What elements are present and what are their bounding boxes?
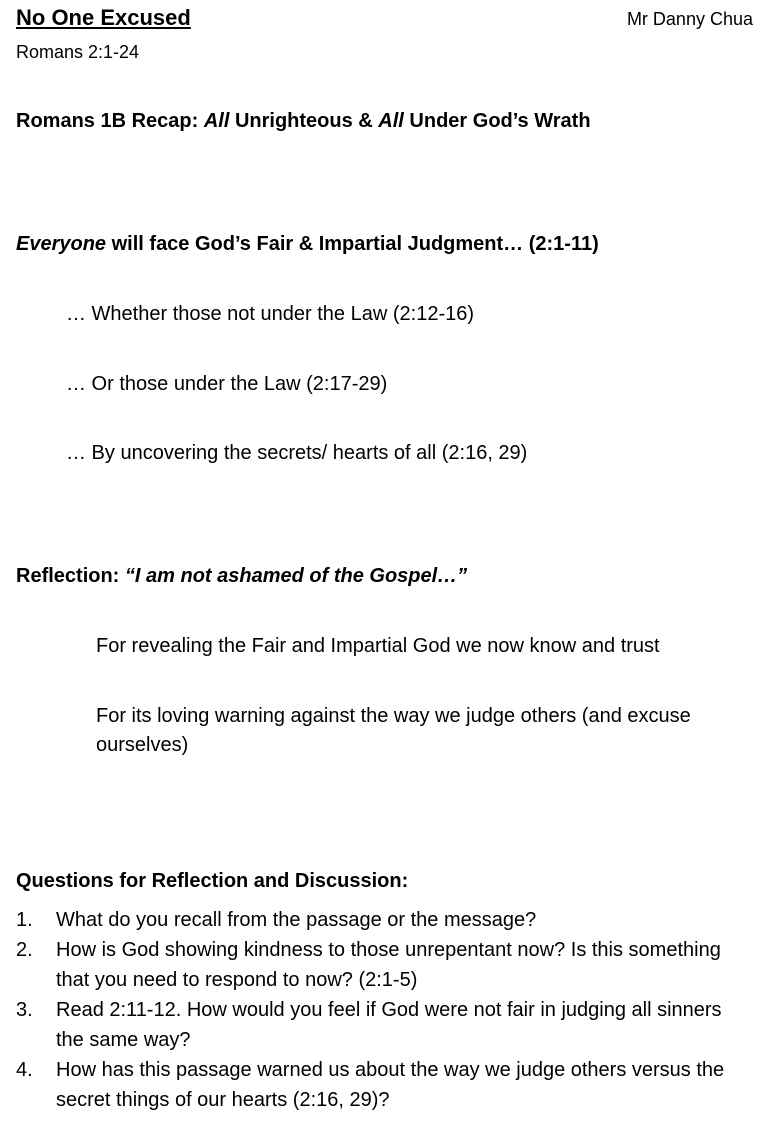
question-text: How is God showing kindness to those unrepentant now? Is this something that you need to respond to now? (2:1-5) [56, 939, 721, 991]
question-item [16, 935, 746, 995]
question-text: Read 2:11-12. How would you feel if God were not fair in judging all sinners the same way? [56, 999, 722, 1051]
recap-prefix: Romans 1B Recap: [16, 110, 204, 132]
reflection-item: For its loving warning against the way we judge others (and excuse ourselves) [96, 705, 691, 756]
judgment-everyone: Everyone [16, 233, 107, 255]
reflection-quote: “I am not ashamed of the Gospel…” [124, 565, 468, 587]
recap-all-second: All [378, 110, 404, 132]
recap-all-first: All [203, 110, 230, 132]
passage-reference: Romans 2:1-24 [16, 42, 140, 62]
page-title: No One Excused [16, 5, 191, 30]
question-item [16, 905, 746, 935]
reflection-label: Reflection: [16, 565, 125, 587]
reflection-item: For revealing the Fair and Impartial God we now know and trust [96, 635, 660, 657]
judgment-rest: will face God’s Fair & Impartial Judgment… (2:1-11) [106, 233, 599, 255]
question-number: 2. [16, 939, 33, 961]
judgment-point: … By uncovering the secrets/ hearts of all (2:16, 29) [66, 442, 528, 464]
author-name: Mr Danny Chua [626, 9, 753, 29]
question-item [16, 1055, 746, 1115]
question-number: 4. [16, 1059, 33, 1081]
recap-middle: Unrighteous & [229, 110, 379, 132]
questions-list [16, 905, 746, 1115]
question-text: How has this passage warned us about the way we judge others versus the secret things of our hearts (2:16, 29)? [56, 1059, 725, 1111]
question-text: What do you recall from the passage or the message? [56, 909, 537, 931]
question-number: 3. [16, 999, 33, 1021]
question-item [16, 995, 746, 1055]
recap-heading [16, 110, 591, 133]
question-number: 1. [16, 909, 33, 931]
judgment-point: … Or those under the Law (2:17-29) [66, 373, 388, 395]
reflection-heading [16, 565, 467, 588]
recap-suffix: Under God’s Wrath [403, 110, 591, 132]
judgment-heading [16, 233, 599, 256]
questions-heading: Questions for Reflection and Discussion: [16, 870, 409, 892]
judgment-point: … Whether those not under the Law (2:12-16) [66, 303, 475, 325]
